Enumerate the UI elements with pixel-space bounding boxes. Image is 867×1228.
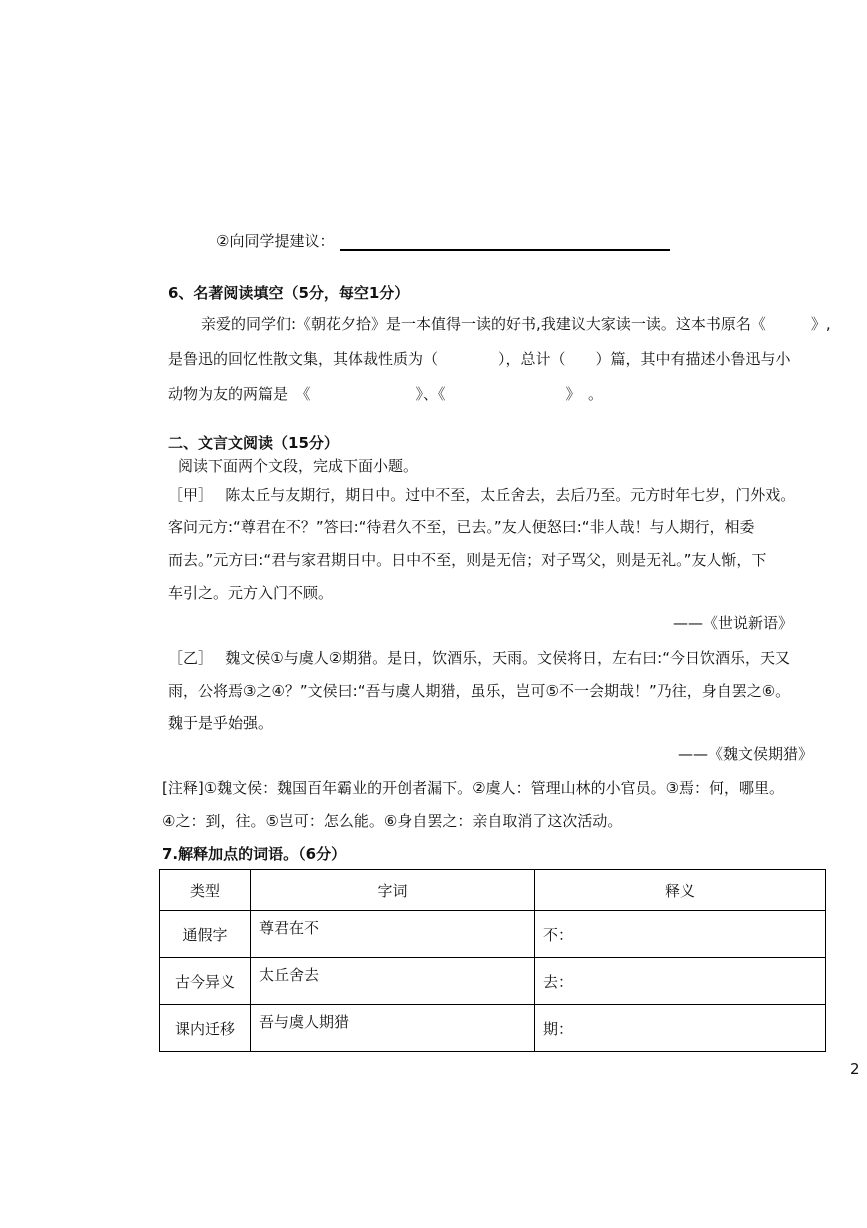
row-word: 尊君在不 [251, 911, 535, 958]
q6-line-1: 亲爱的同学们:《朝花夕拾》是一本值得一读的好书,我建议大家读一读。这本书原名《 》, [201, 315, 831, 333]
table-row [160, 911, 826, 958]
q6-line-2: 是鲁迅的回忆性散文集，其体裁性质为（ ），总计（ ）篇，其中有描述小鲁迅与小 [168, 350, 791, 368]
q5-suggestion [216, 230, 670, 251]
section-2-instruction: 阅读下面两个文段，完成下面小题。 [178, 457, 419, 475]
passage-jia-line-3: 而去。”元方曰:“君与家君期日中。日中不至，则是无信；对子骂父，则是无礼。”友人惭，下 [168, 551, 767, 569]
passage-yi-line-2: 雨，公将焉③之④？”文侯曰:“吾与虞人期猎，虽乐，岂可⑤不一会期哉！”乃往，身自罢之⑥。 [168, 682, 791, 700]
table-header-meaning: 释义 [535, 870, 826, 911]
passage-yi-source: ——《魏文侯期猎》 [678, 745, 814, 763]
row-type: 课内迁移 [160, 1005, 251, 1052]
row-type: 古今异义 [160, 958, 251, 1005]
q5-suggestion-label: ②向同学提建议： [216, 232, 335, 250]
q6-line-3: 动物为友的两篇是 《 》、《 》 。 [168, 385, 604, 403]
notes-line-1: [注释]①魏文侯：魏国百年霸业的开创者漏下。②虞人：管理山林的小官员。③焉：何，哪里。 [162, 779, 785, 797]
row-word: 吾与虞人期猎 [251, 1005, 535, 1052]
q6-title: 6、名著阅读填空（5分，每空1分） [168, 284, 410, 302]
table-header-word: 字词 [251, 870, 535, 911]
passage-yi-line-3: 魏于是乎始强。 [168, 714, 274, 732]
table-row [160, 958, 826, 1005]
row-word: 太丘舍去 [251, 958, 535, 1005]
section-2-title: 二、文言文阅读（15分） [168, 434, 339, 452]
passage-jia-source: ——《世说新语》 [673, 614, 794, 632]
table-header-type: 类型 [160, 870, 251, 911]
answer-blank-line[interactable] [340, 231, 670, 251]
row-meaning-field[interactable]: 不： [535, 911, 826, 958]
table-header-row [160, 870, 826, 911]
q7-title: 7.解释加点的词语。（6分） [162, 845, 347, 863]
passage-jia-line-4: 车引之。元方入门不顾。 [168, 584, 334, 602]
vocab-table [159, 869, 826, 1052]
table-row [160, 1005, 826, 1052]
passage-jia-line-2: 客问元方:“尊君在不？”答曰:“待君久不至，已去。”友人便怒曰:“非人哉！与人期行，相委 [168, 518, 755, 536]
row-type: 通假字 [160, 911, 251, 958]
notes-line-2: ④之：到，往。⑤岂可：怎么能。⑥身自罢之：亲自取消了这次活动。 [162, 812, 623, 830]
row-meaning-field[interactable]: 去： [535, 958, 826, 1005]
passage-jia-line-1: ［甲］ 陈太丘与友期行，期日中。过中不至，太丘舍去，去后乃至。元方时年七岁，门外戏。 [168, 486, 796, 504]
page-number: 2 [850, 1060, 860, 1078]
passage-yi-line-1: ［乙］ 魏文侯①与虞人②期猎。是日，饮酒乐，天雨。文侯将日，左右曰:“今日饮酒乐，天又 [168, 649, 790, 667]
row-meaning-field[interactable]: 期： [535, 1005, 826, 1052]
